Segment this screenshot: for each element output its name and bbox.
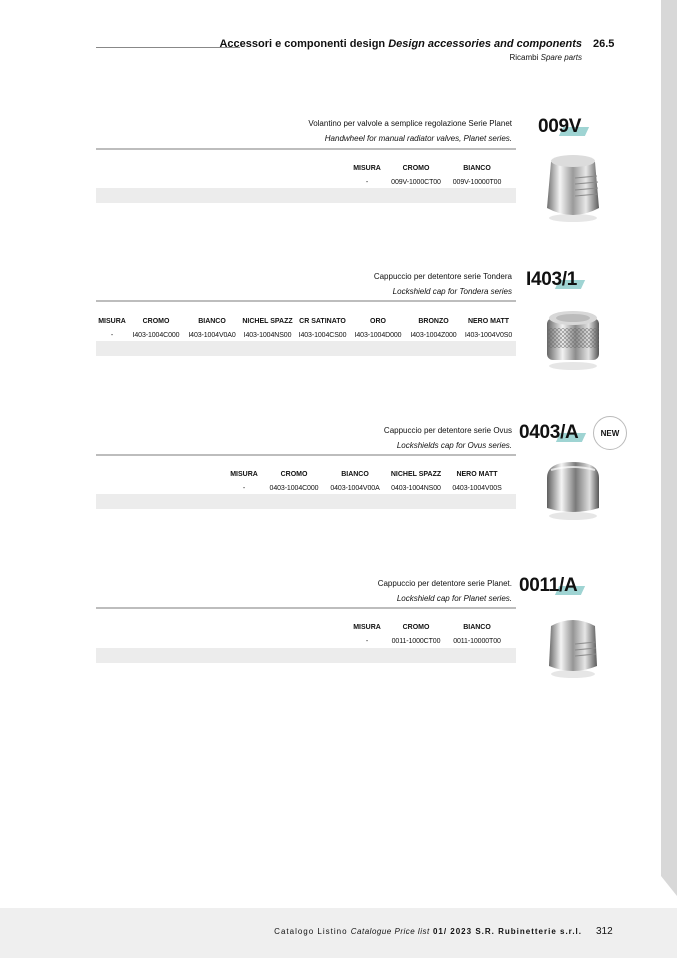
table-row-empty <box>96 648 516 663</box>
product-description <box>308 116 512 146</box>
subtitle-it: Ricambi <box>509 53 539 62</box>
table-cell: 009V-10000T00 <box>452 178 502 186</box>
planet-cap-image <box>541 610 605 680</box>
table-cell: 0403-1004V00A <box>330 484 380 492</box>
description-it: Cappuccio per detentore serie Planet. <box>377 579 512 588</box>
table-rule <box>96 607 516 609</box>
ovus-cap-image <box>541 456 605 522</box>
description-it: Cappuccio per detentore serie Ovus <box>383 426 512 435</box>
column-header: MISURA <box>353 164 381 172</box>
table-row <box>225 481 507 495</box>
table-rule <box>96 454 516 456</box>
footer-company: S.R. Rubinetterie s.r.l. <box>475 927 582 936</box>
footer-text <box>274 927 582 936</box>
description-it: Volantino per valvole a semplice regolazione Serie Planet <box>308 119 512 128</box>
product-description <box>384 423 512 453</box>
column-header: NICHEL SPAZZ <box>390 470 442 478</box>
description-en: Lockshields cap for Ovus series. <box>396 441 512 450</box>
title-en: Design accessories and components <box>388 38 582 50</box>
table-row-empty <box>96 341 516 356</box>
column-header: CROMO <box>280 470 308 478</box>
table-row <box>96 328 516 342</box>
table-row-empty <box>96 494 516 509</box>
column-header: BIANCO <box>198 317 226 325</box>
table-cell: I403-1004CS00 <box>298 331 347 339</box>
column-header: CROMO <box>402 623 430 631</box>
header-rule <box>96 47 240 48</box>
product-code: I403/1 <box>526 269 577 291</box>
column-header: ORO <box>370 317 386 325</box>
table-cell: - <box>365 637 369 645</box>
product-code: 0011/A <box>519 575 577 597</box>
column-header: MISURA <box>98 317 126 325</box>
column-header: BIANCO <box>463 623 491 631</box>
column-header: NICHEL SPAZZ <box>242 317 293 325</box>
lockshield-cap-image <box>541 302 605 372</box>
table-header-row <box>348 620 508 634</box>
description-en: Lockshield cap for Planet series. <box>396 594 512 603</box>
table-cell: 0403-1004NS00 <box>391 484 441 492</box>
product-code: 009V <box>538 116 581 138</box>
price-table <box>348 161 508 189</box>
price-table <box>348 620 508 648</box>
footer-catalog-en: Catalogue Price list <box>350 927 430 936</box>
column-header: MISURA <box>230 470 258 478</box>
table-cell: I403-1004NS00 <box>243 331 292 339</box>
side-tab-bar <box>661 0 677 876</box>
page-subtitle <box>510 53 583 62</box>
table-cell: I403-1004D000 <box>354 331 402 339</box>
price-table <box>225 467 507 495</box>
column-header: CR SATINATO <box>299 317 346 325</box>
table-row-empty <box>96 188 516 203</box>
description-en: Handwheel for manual radiator valves, Planet series. <box>324 134 512 143</box>
table-cell: I403-1004V0A0 <box>188 331 236 339</box>
table-cell: 0403-1004C000 <box>269 484 319 492</box>
table-cell: I403-1004V0S0 <box>464 331 513 339</box>
product-code: 0403/A <box>519 422 578 444</box>
column-header: NERO MATT <box>456 470 498 478</box>
column-header: BIANCO <box>341 470 369 478</box>
column-header: BRONZO <box>418 317 449 325</box>
table-header-row <box>96 314 516 328</box>
table-rule <box>96 300 516 302</box>
table-cell: - <box>110 331 114 339</box>
table-cell: 0011-1000CT00 <box>391 637 441 645</box>
column-header: CROMO <box>142 317 170 325</box>
table-rule <box>96 148 516 150</box>
column-header: CROMO <box>402 164 430 172</box>
page-title <box>219 38 582 50</box>
column-header: BIANCO <box>463 164 491 172</box>
column-header: MISURA <box>353 623 381 631</box>
table-row <box>348 175 508 189</box>
footer-edition: 01/ 2023 <box>432 927 473 936</box>
table-cell: I403-1004Z000 <box>410 331 457 339</box>
table-cell: 009V-1000CT00 <box>391 178 441 186</box>
page-number: 312 <box>596 926 613 937</box>
subtitle-en: Spare parts <box>540 53 582 62</box>
section-number: 26.5 <box>593 38 615 50</box>
description-en: Lockshield cap for Tondera series <box>392 287 512 296</box>
table-cell: - <box>365 178 369 186</box>
table-header-row <box>348 161 508 175</box>
price-table <box>96 314 516 342</box>
table-cell: - <box>242 484 246 492</box>
product-description <box>374 269 512 299</box>
title-it: Accessori e componenti design <box>219 38 386 50</box>
table-cell: 0011-10000T00 <box>453 637 501 645</box>
description-it: Cappuccio per detentore serie Tondera <box>373 272 512 281</box>
table-row <box>348 634 508 648</box>
table-header-row <box>225 467 507 481</box>
column-header: NERO MATT <box>467 317 510 325</box>
footer-catalog-it: Catalogo Listino <box>274 927 348 936</box>
table-cell: I403-1004C000 <box>132 331 180 339</box>
handwheel-image <box>541 148 605 224</box>
product-description <box>378 576 512 606</box>
new-badge: NEW <box>593 416 627 450</box>
table-cell: 0403-1004V00S <box>452 484 502 492</box>
